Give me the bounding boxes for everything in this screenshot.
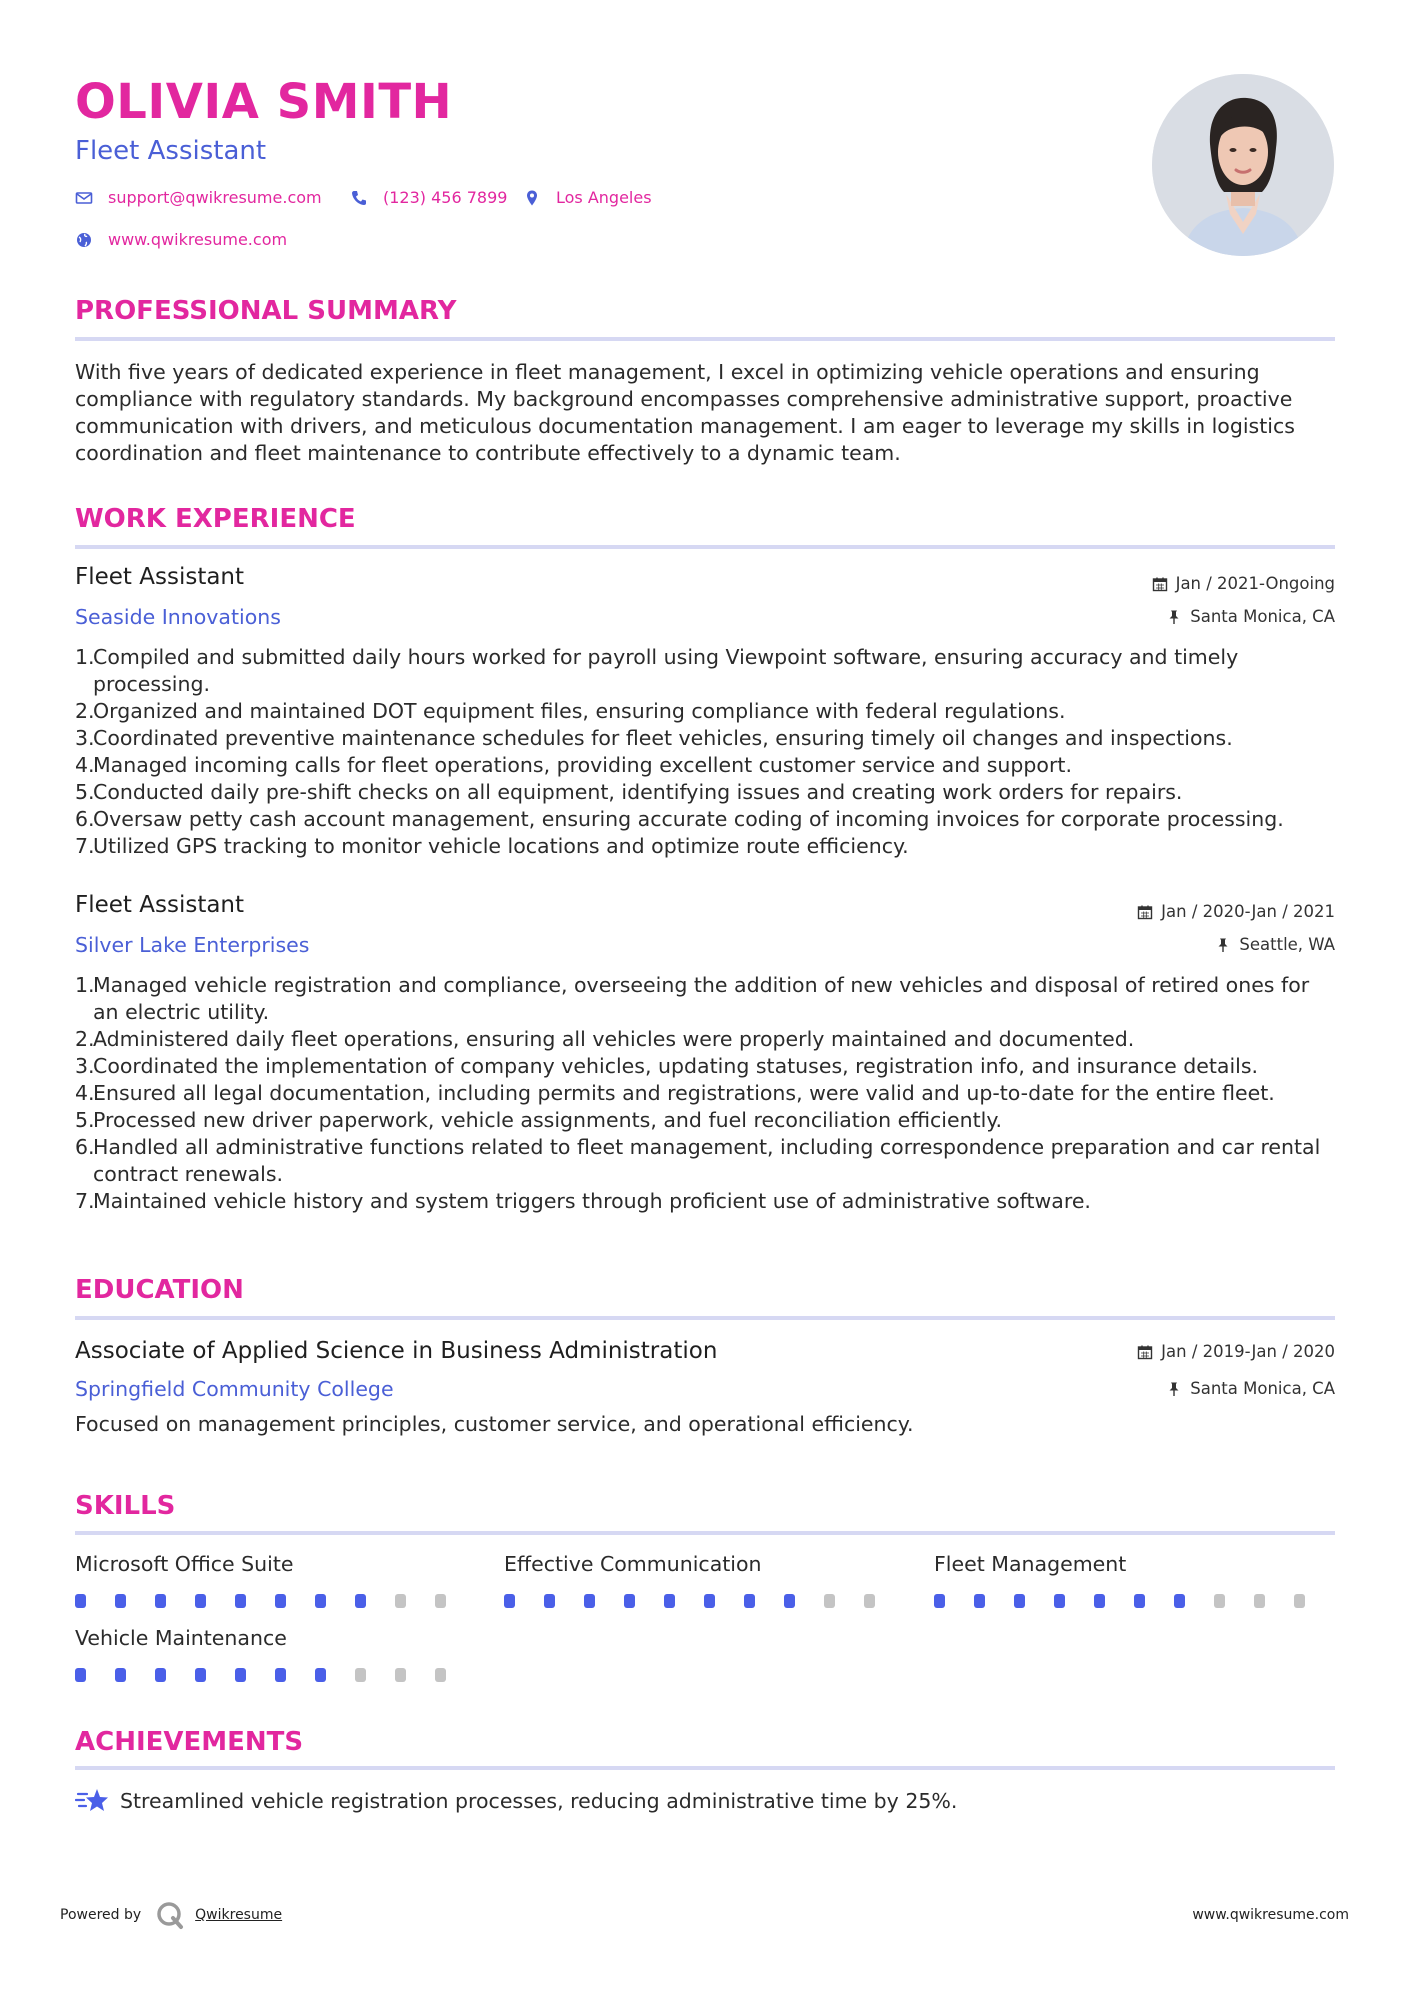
powered-by-text: Powered by: [60, 1907, 142, 1923]
skill-dot-filled: [1014, 1594, 1025, 1608]
achievements-divider: [75, 1766, 1335, 1770]
contact-website[interactable]: [75, 230, 287, 249]
list-item: 1. Compiled and submitted daily hours worked for payroll using Viewpoint software, ensuring accuracy and timely processing.: [75, 645, 1239, 696]
summary-heading: PROFESSIONAL SUMMARY: [75, 296, 457, 326]
skill-dot-empty: [435, 1594, 446, 1608]
job-2-location-text: Seattle, WA: [1239, 935, 1335, 954]
footer-powered-by: [60, 1900, 282, 1930]
candidate-title: Fleet Assistant: [75, 136, 267, 166]
skill-dot-filled: [624, 1594, 635, 1608]
skill-dot-filled: [315, 1668, 326, 1682]
skill-dot-filled: [1174, 1594, 1185, 1608]
candidate-name: OLIVIA SMITH: [75, 74, 453, 130]
list-item: 7. Utilized GPS tracking to monitor vehicle locations and optimize route efficiency.: [75, 834, 909, 858]
skill-rating: [504, 1594, 904, 1608]
skill-dot-empty: [1294, 1594, 1305, 1608]
job-1-dates-text: Jan / 2021-Ongoing: [1175, 574, 1335, 593]
job-2-company: Silver Lake Enterprises: [75, 933, 310, 957]
skill-dot-filled: [1134, 1594, 1145, 1608]
skill-dot-empty: [435, 1668, 446, 1682]
map-marker-icon: [523, 189, 541, 207]
summary-divider: [75, 337, 1335, 341]
contact-phone[interactable]: [350, 188, 507, 207]
list-item: 2. Organized and maintained DOT equipment files, ensuring compliance with federal regulations.: [75, 699, 1066, 723]
education-school: Springfield Community College: [75, 1377, 394, 1401]
list-item: 4. Ensured all legal documentation, including permits and registrations, were valid and up-to-date for the entire fleet.: [75, 1081, 1275, 1105]
skill-item: [934, 1552, 1334, 1608]
skill-dot-filled: [155, 1668, 166, 1682]
list-item: 2. Administered daily fleet operations, ensuring all vehicles were properly maintained and documented.: [75, 1027, 1135, 1051]
list-item: 1. Managed vehicle registration and compliance, overseeing the addition of new vehicles and disposal of retired ones for an electric utility.: [75, 973, 1310, 1024]
job-1-company: Seaside Innovations: [75, 605, 281, 629]
phone-text: (123) 456 7899: [383, 188, 508, 207]
job-2-location: [1215, 935, 1335, 954]
skill-dot-filled: [195, 1594, 206, 1608]
envelope-icon: [75, 189, 93, 207]
job-2-dates: [1137, 902, 1335, 921]
list-item: 4. Managed incoming calls for fleet operations, providing excellent customer service and support.: [75, 753, 1072, 777]
job-2-dates-text: Jan / 2020-Jan / 2021: [1161, 902, 1335, 921]
skill-dot-empty: [355, 1668, 366, 1682]
calendar-icon: [1137, 904, 1153, 920]
skill-dot-filled: [974, 1594, 985, 1608]
skill-item: [75, 1552, 475, 1608]
job-1-location: [1166, 607, 1335, 626]
skill-dot-empty: [1254, 1594, 1265, 1608]
list-item: 5. Conducted daily pre-shift checks on all equipment, identifying issues and creating work orders for repairs.: [75, 780, 1183, 804]
list-item: 5. Processed new driver paperwork, vehicle assignments, and fuel reconciliation efficiently.: [75, 1108, 1003, 1132]
pushpin-icon: [1166, 1381, 1182, 1397]
list-item: 3. Coordinated preventive maintenance schedules for fleet vehicles, ensuring timely oil changes and inspections.: [75, 726, 1233, 750]
job-1-dates: [1152, 574, 1335, 593]
summary-text: With five years of dedicated experience in fleet management, I excel in optimizing vehicle operations and ensuring compliance with regulatory standards. My background encompasses comprehensive administrative support, proactive communication with drivers, and meticulous documentation management. I am eager to leverage my skills in logistics coordination and fleet maintenance to contribute effectively to a dynamic team.: [75, 360, 1295, 465]
star-icon: [75, 1786, 109, 1816]
skill-dot-filled: [195, 1668, 206, 1682]
education-degree: Associate of Applied Science in Business Administration: [75, 1338, 718, 1364]
skill-dot-filled: [544, 1594, 555, 1608]
pushpin-icon: [1166, 609, 1182, 625]
skill-dot-filled: [934, 1594, 945, 1608]
achievements-heading: ACHIEVEMENTS: [75, 1727, 304, 1757]
skill-item: [504, 1552, 904, 1608]
education-dates-text: Jan / 2019-Jan / 2020: [1161, 1342, 1335, 1361]
profile-portrait-illustration: [1152, 74, 1334, 256]
experience-heading: WORK EXPERIENCE: [75, 504, 356, 534]
phone-icon: [350, 189, 368, 207]
skill-dot-filled: [75, 1594, 86, 1608]
skill-dot-filled: [355, 1594, 366, 1608]
skills-divider: [75, 1531, 1335, 1535]
skill-dot-filled: [235, 1594, 246, 1608]
skill-dot-filled: [75, 1668, 86, 1682]
skill-rating: [75, 1668, 475, 1682]
achievement-item: [75, 1786, 957, 1816]
skill-dot-empty: [864, 1594, 875, 1608]
contact-location: [523, 188, 652, 207]
skill-dot-filled: [664, 1594, 675, 1608]
job-2-title: Fleet Assistant: [75, 892, 245, 918]
list-item: 7. Maintained vehicle history and system triggers through proficient use of administrative software.: [75, 1189, 1091, 1213]
skill-dot-filled: [235, 1668, 246, 1682]
skill-dot-filled: [504, 1594, 515, 1608]
skill-rating: [934, 1594, 1334, 1608]
list-item: 6. Oversaw petty cash account management, ensuring accurate coding of incoming invoices for corporate processing.: [75, 807, 1284, 831]
skill-dot-filled: [1054, 1594, 1065, 1608]
skills-heading: SKILLS: [75, 1491, 176, 1521]
location-text: Los Angeles: [556, 188, 652, 207]
contact-email[interactable]: [75, 188, 322, 207]
list-item: 6. Handled all administrative functions related to fleet management, including correspondence preparation and car rental contract renewals.: [75, 1135, 1321, 1186]
skill-dot-empty: [824, 1594, 835, 1608]
qwikresume-logo-icon: [155, 1900, 185, 1930]
skill-item: [75, 1626, 475, 1682]
skill-dot-filled: [115, 1668, 126, 1682]
skill-dot-filled: [115, 1594, 126, 1608]
skill-dot-filled: [704, 1594, 715, 1608]
qwikresume-link[interactable]: Qwikresume: [195, 1907, 283, 1923]
skill-name: Effective Communication: [504, 1552, 762, 1576]
education-divider: [75, 1316, 1335, 1320]
skill-dot-filled: [584, 1594, 595, 1608]
skill-dot-empty: [395, 1594, 406, 1608]
skill-dot-filled: [744, 1594, 755, 1608]
skill-dot-filled: [275, 1668, 286, 1682]
education-dates: [1137, 1342, 1335, 1361]
footer-website[interactable]: www.qwikresume.com: [1192, 1907, 1349, 1923]
skill-dot-empty: [1214, 1594, 1225, 1608]
job-1-location-text: Santa Monica, CA: [1190, 607, 1335, 626]
pushpin-icon: [1215, 937, 1231, 953]
skill-dot-filled: [275, 1594, 286, 1608]
skill-dot-filled: [784, 1594, 795, 1608]
skill-dot-filled: [155, 1594, 166, 1608]
calendar-icon: [1137, 1344, 1153, 1360]
achievement-text: Streamlined vehicle registration processes, reducing administrative time by 25%.: [120, 1789, 958, 1813]
list-item: 3. Coordinated the implementation of company vehicles, updating statuses, registration info, and insurance details.: [75, 1054, 1259, 1078]
job-1-bullets: [75, 644, 1337, 860]
job-1-title: Fleet Assistant: [75, 564, 245, 590]
skill-rating: [75, 1594, 475, 1608]
skill-name: Microsoft Office Suite: [75, 1552, 294, 1576]
skill-dot-empty: [395, 1668, 406, 1682]
profile-photo: [1152, 74, 1334, 256]
skill-name: Fleet Management: [934, 1552, 1127, 1576]
globe-icon: [75, 231, 93, 249]
website-text: www.qwikresume.com: [108, 230, 288, 249]
education-location: [1166, 1379, 1335, 1398]
skill-dot-filled: [315, 1594, 326, 1608]
education-heading: EDUCATION: [75, 1275, 244, 1305]
calendar-icon: [1152, 576, 1168, 592]
email-text: support@qwikresume.com: [108, 188, 322, 207]
skill-name: Vehicle Maintenance: [75, 1626, 287, 1650]
experience-divider: [75, 545, 1335, 549]
education-location-text: Santa Monica, CA: [1190, 1379, 1335, 1398]
education-description: Focused on management principles, customer service, and operational efficiency.: [75, 1412, 914, 1436]
job-2-bullets: [75, 972, 1337, 1215]
skill-dot-filled: [1094, 1594, 1105, 1608]
